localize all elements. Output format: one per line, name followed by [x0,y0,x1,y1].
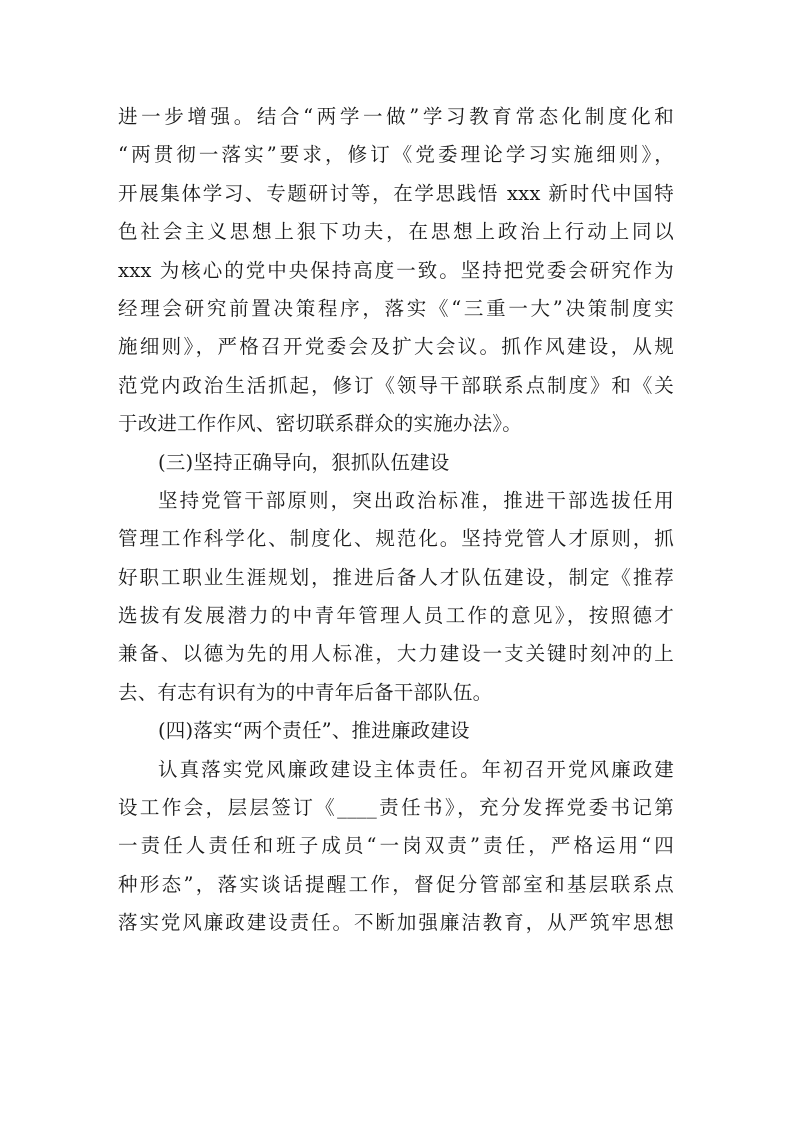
paragraph-line: 管理工作科学化、制度化、规范化。坚持党管人才原则，抓 [118,527,674,551]
paragraph-line: 落实党风廉政建设责任。不断加强廉洁教育，从严筑牢思想 [118,911,674,935]
paragraph-line: 一责任人责任和班子成员“一岗双责”责任，严格运用“四 [118,834,674,858]
paragraph-line: 经理会研究前置决策程序，落实《“三重一大”决策制度实 [118,296,674,320]
paragraph-line: 兼备、以德为先的用人标准，大力建设一支关键时刻冲的上 [118,642,674,666]
paragraph-line: 去、有志有识有为的中青年后备干部队伍。 [118,680,493,704]
paragraph-line: 施细则》，严格召开党委会及扩大会议。抓作风建设，从规 [118,335,674,359]
document-page [118,98,674,943]
paragraph-line: 认真落实党风廉政建设主体责任。年初召开党风廉政建 [158,757,674,781]
paragraph-line: 于改进工作作风、密切联系群众的实施办法》。 [118,412,522,436]
paragraph-line: 色社会主义思想上狠下功夫，在思想上政治上行动上同以 [118,220,674,244]
paragraph-line: 开展集体学习、专题研讨等，在学思践悟 xxx 新时代中国特 [118,181,674,205]
paragraph-line: 设工作会，层层签订《____责任书》，充分发挥党委书记第 [118,796,674,820]
paragraph-line: 种形态”，落实谈话提醒工作，督促分管部室和基层联系点 [118,872,674,896]
paragraph-line: xxx 为核心的党中央保持高度一致。坚持把党委会研究作为 [118,258,674,282]
paragraph-line: “两贯彻一落实”要求，修订《党委理论学习实施细则》， [118,143,674,167]
paragraph-line: 进一步增强。结合“两学一做”学习教育常态化制度化和 [118,105,674,128]
paragraph-line: 好职工职业生涯规划，推进后备人才队伍建设，制定《推荐 [118,565,674,589]
paragraph-line: 选拔有发展潜力的中青年管理人员工作的意见》，按照德才 [118,604,674,628]
section-heading: (三)坚持正确导向，狠抓队伍建设 [158,450,450,474]
paragraph-line: 坚持党管干部原则，突出政治标准，推进干部选拔任用 [158,488,674,512]
paragraph-line: 范党内政治生活抓起，修订《领导干部联系点制度》和《关 [118,373,674,397]
section-heading: (四)落实“两个责任”、推进廉政建设 [158,719,470,743]
